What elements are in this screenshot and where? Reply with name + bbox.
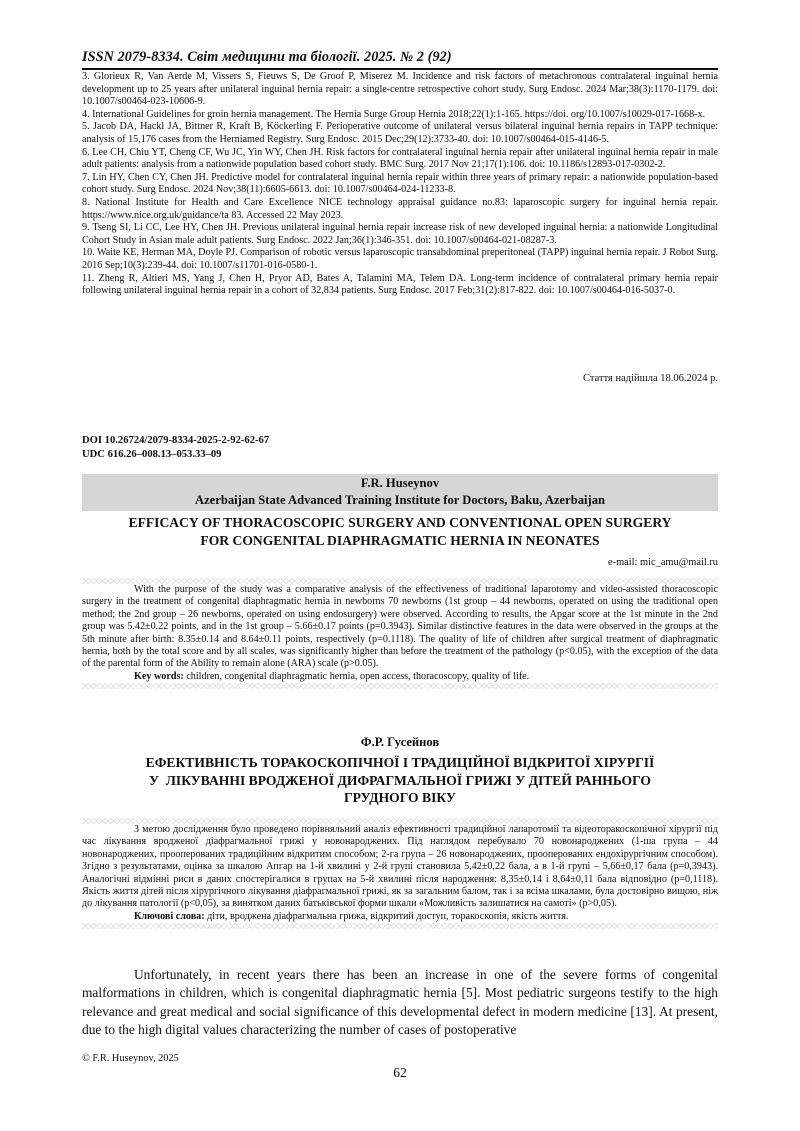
title-en-line: FOR CONGENITAL DIAPHRAGMATIC HERNIA IN NEONATES — [200, 533, 600, 548]
abstract-en — [82, 578, 718, 689]
reference-item: 4. International Guidelines for groin hernia management. The Hernia Surge Group Hernia 2018;22(1):1-165. https://doi. org/10.1007/s10029-017-1668-x. — [82, 108, 706, 120]
udc-label: UDC 616.26–008.13–053.33–09 — [82, 449, 222, 460]
keywords-ua — [82, 911, 718, 923]
body-text — [82, 966, 718, 1040]
abstract-en-text: With the purpose of the study was a comparative analysis of the effectiveness of traditional laparotomy and video-assisted thoracoscopic surgery in the treatment of congenital diaphragmatic hernia in newborns 70 newborns (1st group – 44 newborns, operated on using the traditional open method; the 2nd group – 26 newborns, operated on using endosurgery) were observed. According to results, the Apgar score at the 1st minute in the 2nd group was 5.42±0.22 points, and in the 1st group – 5.66±0.17 points (p=0.3943). Similar distinctive features in the data were observed in the groups at the 5th minute after birth: 8.35±0.14 and 8.64±0.11 points, respectively (p=0.1118). The quality of life of children after surgical treatment of diaphragmatic hernia, both by the total score and by all scales, was significantly higher than before the treatment of the pathology (p<0.05), with the exception of the data of the parental form of the Ability to remain alone (ARA) scale (p>0.05). — [82, 584, 718, 670]
reference-list — [82, 71, 718, 298]
running-head: ISSN 2079-8334. Світ медицини та біології. 2025. № 2 (92) — [82, 48, 718, 70]
author-name-ua: Ф.Р. Гусейнов — [360, 735, 440, 749]
author-email: e-mail: mic_amu@mail.ru — [608, 557, 718, 568]
doi-label: DOI 10.26724/2079-8334-2025-2-92-62-67 — [82, 435, 270, 446]
page-number: 62 — [393, 1065, 407, 1080]
keywords-en-label: Key words: — [134, 670, 184, 682]
copyright-notice: © F.R. Huseynov, 2025 — [82, 1053, 179, 1064]
affiliation-en: Azerbaijan State Advanced Training Institute for Doctors, Baku, Azerbaijan — [195, 493, 605, 507]
abstract-divider — [82, 683, 718, 689]
title-ua-line: ЕФЕКТИВНІСТЬ ТОРАКОСКОПІЧНОЇ І ТРАДИЦІЙНОЇ ВІДКРИТОЇ ХІРУРГІЇ — [145, 755, 655, 770]
abstract-ua — [82, 818, 718, 929]
title-ua-line: У ЛІКУВАННІ ВРОДЖЕНОЇ ДИФРАГМАЛЬНОЇ ГРИЖІ У ДІТЕЙ РАННЬОГО — [149, 772, 651, 788]
reference-item: 11. Zheng R, Altieri MS, Yang J, Chen H, Pryor AD, Bates A, Talamini MA, Telem DA. Long-term incidence of contralateral primary hernia repair following unilateral inguinal hernia repair in a cohort of 32,834 patients. Surg Endosc. 2017 Feb;31(2):817-822. doi: 10.1007/s00464-016-5037-0. — [82, 272, 718, 297]
reference-item: 8. National Institute for Health and Care Excellence NICE technology appraisal guidance no.83: laparoscopic surgery for inguinal hernia repair. https://www.nice.org.uk/guidance/ta 83. Accessed 22 May 2023. — [82, 196, 718, 221]
reference-item: 10. Waite KE, Herman MA, Doyle PJ. Comparison of robotic versus laparoscopic transabdominal preperitoneal (TAPP) inguinal hernia repair. J Robot Surg. 2016 Sep;10(3):239-44. doi: 10.1007/s11701-016-0580-1. — [82, 247, 718, 271]
keywords-ua-values: діти, вроджена діафрагмальна грижа, відкритий доступ, торакоскопія, якість життя. — [204, 910, 569, 922]
keywords-en-values: children, congenital diaphragmatic hernia, open access, thoracoscopy, quality of life. — [183, 670, 530, 682]
reference-item: 6. Lee CH, Chiu YT, Cheng CF, Wu JC, Yin WY, Chen JH. Risk factors for contralateral inguinal hernia repair after unilateral inguinal hernia repair in male adult patients: analysis from a nationwide population based cohort study. BMC Surg. 2017 Nov 21;17(1):106. doi: 10.1186/s12893-017-0302-2. — [82, 146, 718, 171]
abstract-divider — [82, 923, 718, 929]
abstract-ua-text: З метою дослідження було проведено порівняльний аналіз ефективності традиційної лапаротомії та відеоторакоскопічної хірургії під час лікування вродженої діафрагмальної грижі у новонароджених. Під наглядом перебувало 70 новонароджених (1-ша група – 44 новонароджених, прооперованих традиційним відкритим способом; 2-га група – 26 новонароджених, прооперованих ендохірургічним способом). Згідно з результатами, оцінка за шкалою Апгар на 1-й хвилині у 2-й групі становила 5,42±0,22 бала, а в 1-й групі – 5,66±0,17 бала (p=0,3943). Аналогічні відмінні риси в даних спостерігалися в групах на 5-й хвилині після народження: 8,35±0,14 і 8,64±0,11 бала відповідно (p=0,1118). Якість життя дітей після хірургічного лікування діафрагмальної грижі, як за загальним балом, так і за всіма шкалами, була достовірно вищою, ніж до лікування патології (p<0,05), за винятком даних батьківської форми шкали «Можливість залишатися на самоті» (p>0,05). — [82, 824, 718, 910]
title-en-line: EFFICACY OF THORACOSCOPIC SURGERY AND CONVENTIONAL OPEN SURGERY — [128, 515, 672, 530]
author-band — [82, 474, 718, 511]
author-name-en: F.R. Huseynov — [360, 476, 440, 490]
received-date: Стаття надійшла 18.06.2024 р. — [583, 373, 718, 384]
article-title-en — [82, 514, 718, 550]
reference-item: 5. Jacob DA, Hackl JA, Bittner R, Kraft B, Köckerling F. Perioperative outcome of unilateral versus bilateral inguinal hernia repairs in TAPP technique: analysis of 15,176 cases from the Herniamed Registry. Surg Endosc. 2015 Dec;29(12):3733-40. doi: 10.1007/s00464-015-4146-5. — [82, 121, 718, 145]
keywords-ua-label: Ключові слова: — [134, 910, 205, 922]
reference-item: 3. Glorieux R, Van Aerde M, Vissers S, Fieuws S, De Groof P, Miserez M. Incidence and risk factors of metachronous contralateral inguinal hernia development up to 25 years after unilateral inguinal hernia repair: a single-centre retrospective cohort study. Surg Endosc. 2024 Mar;38(3):1170-1179. doi: 10.1007/s00464-023-10606-9. — [82, 71, 718, 108]
reference-item: 7. Lin HY, Chen CY, Chen JH. Predictive model for contralateral inguinal hernia repair within three years of primary repair: a nationwide population-based cohort study. Surg Endosc. 2024 Nov;38(11):6605-6613. doi: 10.1007/s00464-024-11233-8. — [82, 171, 718, 196]
title-ua-line: ГРУДНОГО ВІКУ — [344, 790, 456, 805]
keywords-en — [82, 671, 718, 683]
intro-paragraph: Unfortunately, in recent years there has been an increase in one of the severe forms of congenital malformations in children, which is congenital diaphragmatic hernia [5]. Most pediatric surgeons testify to the high relevance and great medical and social significance of this developmental defect in modern medicine [13]. At present, due to the high digital values characterizing the number of cases of postoperative — [82, 967, 718, 1038]
reference-item: 9. Tseng SI, Li CC, Lee HY, Chen JH. Previous unilateral inguinal hernia repair increase risk of new developed inguinal hernia: a nationwide Longitudinal Cohort Study in Asian male adult patients. Surg Endosc. 2022 Jan;36(1):346-351. doi: 10.1007/s00464-021-08287-3. — [82, 222, 718, 246]
article-identifiers — [82, 434, 269, 462]
article-title-ua — [82, 754, 718, 807]
